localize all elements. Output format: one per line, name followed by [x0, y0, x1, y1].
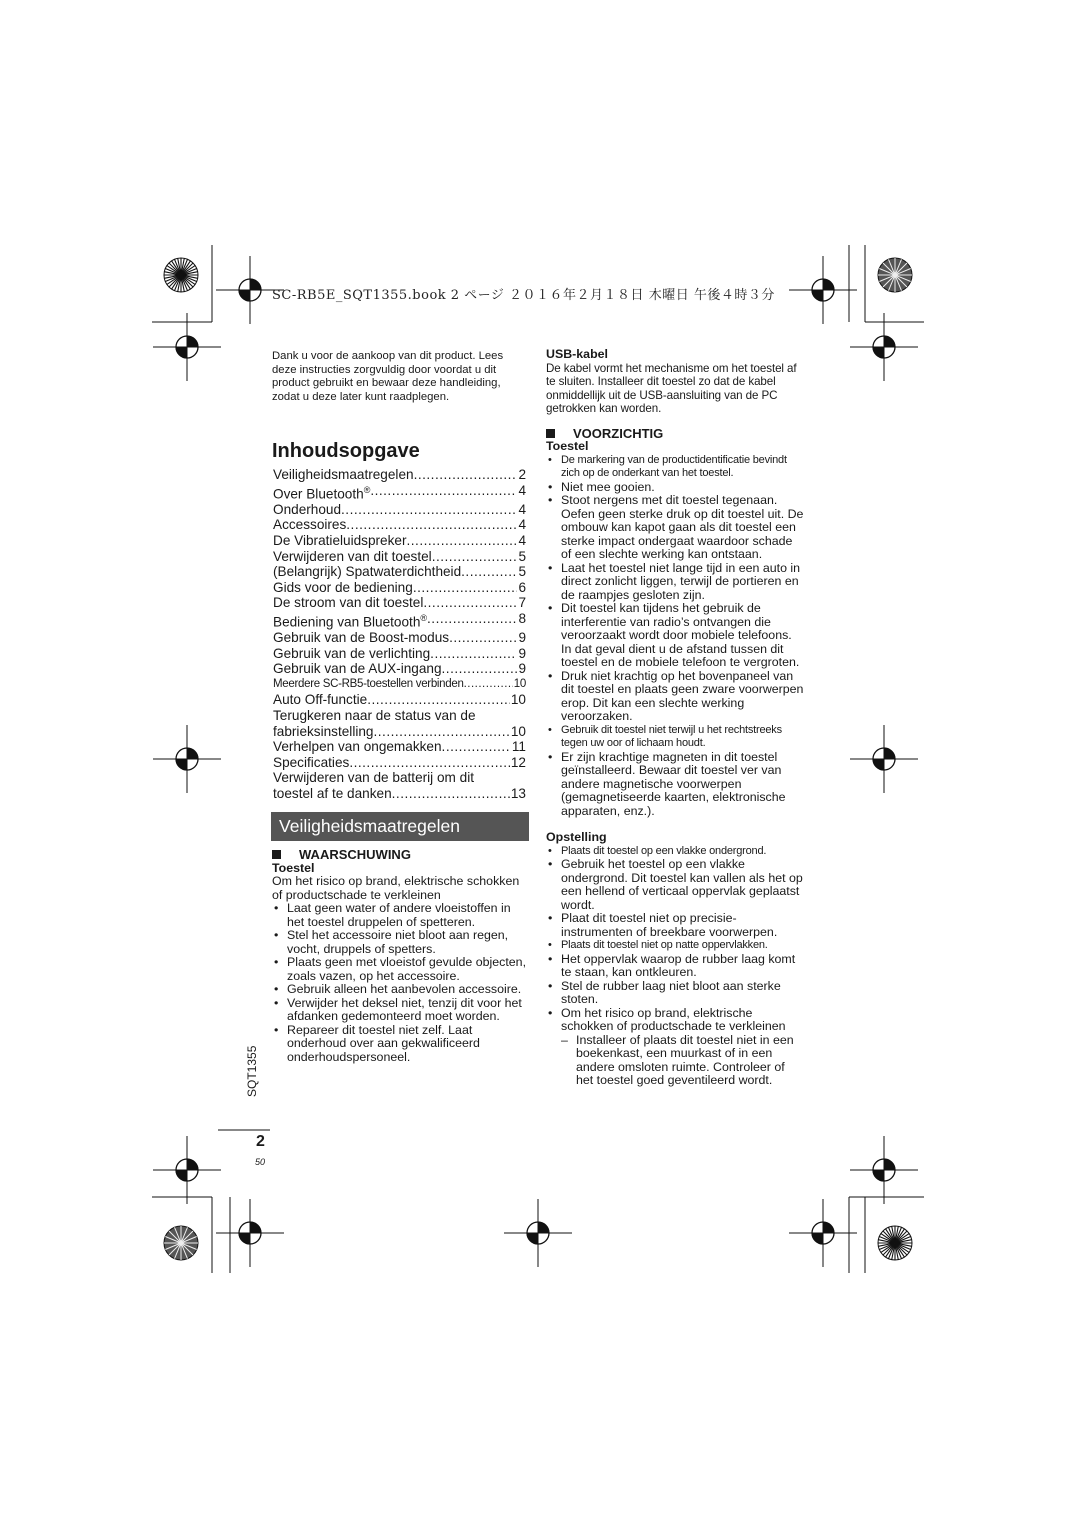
toc-entry[interactable]	[273, 517, 526, 533]
list-item: • Stel het accessoire niet bloot aan regen, vocht, druppels of spetters.	[272, 929, 528, 956]
toc-page-number: 4	[518, 517, 526, 533]
print-header: SC-RB5E_SQT1355.book 2 ページ ２０１６年２月１８日 木曜日 午後４時３分	[272, 288, 775, 303]
list-item: • De markering van de productidentificatie bevindt zich op de onderkant van het toestel.	[546, 454, 804, 481]
registration-mark-top-right	[789, 256, 857, 324]
registration-mark-bottom-right	[789, 1199, 857, 1267]
registration-mark-right-middle	[850, 725, 918, 793]
toc-entry-label: Gebruik van de AUX-ingang	[273, 661, 442, 677]
toc-entry-label: toestel af te danken	[273, 785, 392, 801]
toc-page-number: 10	[513, 677, 526, 690]
toc-page-number: 5	[518, 564, 526, 580]
toc-leader-dots	[432, 549, 518, 565]
toc-title: Inhoudsopgave	[272, 440, 420, 462]
toc-entry[interactable]	[273, 467, 526, 483]
list-item: • Laat het toestel niet lange tijd in een auto in direct zonlicht liggen, terwijl de portieren en de raampjes gesloten zijn.	[546, 562, 804, 603]
toc-entry[interactable]	[273, 549, 526, 565]
placement-heading: Opstelling	[546, 830, 607, 845]
toc-page-number: 6	[518, 579, 526, 595]
warning-list	[272, 902, 528, 1064]
right-column	[546, 348, 804, 1088]
document-code: SQT1355	[245, 1045, 259, 1097]
toc-leader-dots	[461, 564, 517, 580]
toc-entry[interactable]	[273, 580, 526, 596]
list-item: • Plaats dit toestel niet op natte oppervlakken.	[546, 939, 804, 953]
toc-leader-dots	[442, 739, 511, 755]
toc-entry-label: Verhelpen van ongemakken	[273, 739, 442, 755]
toc-page-number: 13	[510, 785, 526, 801]
color-target-bottom-right	[878, 1226, 912, 1260]
list-item: • Plaat dit toestel niet op precisie-instrumenten of breekbare voorwerpen.	[546, 912, 804, 939]
toc-leader-dots	[423, 595, 517, 611]
list-item: • Stoot nergens met dit toestel tegenaan. Oefen geen sterke druk op dit toestel uit. De ombouw kan kapot gaan als dit toestel een sterke impact ondergaat waardoor schade of een slechte werking kan ontstaan.	[546, 494, 804, 562]
toc-entry-label: Veiligheidsmaatregelen	[273, 467, 414, 482]
toc-entry-label: Meerdere SC-RB5-toestellen verbinden	[273, 677, 464, 690]
warning-block	[272, 846, 528, 1064]
toc-entry[interactable]	[273, 677, 526, 693]
toc-entry[interactable]	[273, 533, 526, 549]
toc-leader-dots	[430, 646, 517, 662]
toc-leader-dots	[427, 611, 517, 630]
toc-page-number: 12	[510, 754, 526, 770]
toc-entry-label: Bediening van Bluetooth®	[273, 612, 428, 630]
toc-entry[interactable]	[273, 739, 526, 755]
toc-entry-label: Auto Off-functie	[273, 692, 368, 708]
list-item: • Laat geen water of andere vloeistoffen in het toestel druppelen of spetteren.	[272, 902, 528, 929]
toc-entry[interactable]	[273, 646, 526, 662]
toc-entry[interactable]	[273, 502, 526, 518]
toc-entry-label: Specificaties	[273, 754, 350, 770]
list-item: • Om het risico op brand, elektrische schokken of productschade te verkleinen	[546, 1007, 804, 1034]
square-bullet-icon	[546, 429, 555, 438]
list-item: • Er zijn krachtige magneten in dit toestel geïnstalleerd. Bewaar dit toestel ver van andere magnetische voorwerpen (gemagnetiseerde kaarten, elektronische apparaten, enz.).	[546, 751, 804, 819]
intro-text: Dank u voor de aankoop van dit product. Lees deze instructies zorgvuldig door voordat u dit product gebruikt en bewaar deze handleiding, zodat u deze later kunt raadplegen.	[272, 350, 504, 403]
placement-sub-list	[546, 1034, 804, 1088]
list-item: • Het oppervlak waarop de rubber laag komt te staan, kan ontkleuren.	[546, 953, 804, 980]
toc-page-number: 11	[511, 739, 526, 755]
warning-intro: Om het risico op brand, elektrische schokken of productschade te verkleinen	[272, 874, 520, 902]
toc-page-number: 4	[518, 532, 526, 548]
toc-entry[interactable]	[273, 611, 526, 630]
list-item: • Gebruik dit toestel niet terwijl u het rechtstreeks tegen uw oor of lichaam houdt.	[546, 724, 804, 751]
color-target-bottom-left	[164, 1226, 198, 1260]
toc-entry-line: Terugkeren naar de status van de	[273, 707, 476, 723]
registration-mark-left-lower	[153, 1136, 221, 1204]
toc-page-number: 9	[518, 645, 526, 661]
section-title-bar: Veiligheidsmaatregelen	[271, 812, 529, 841]
toc-entry[interactable]	[273, 786, 526, 802]
list-item: • Gebruik alleen het aanbevolen accessoire.	[272, 983, 528, 997]
registered-mark: ®	[420, 612, 428, 623]
list-item: • Dit toestel kan tijdens het gebruik de interferentie van radio’s ontvangen die veroorzaakt wordt door mobiele telefoons. In dat geval dient u de afstand tussen dit toestel en de mobiele telefoon te vergroten.	[546, 602, 804, 670]
toc-leader-dots	[349, 755, 510, 771]
list-item: • Verwijder het deksel niet, tenzij dit voor het afdanken gedemonteerd moet worden.	[272, 997, 528, 1024]
registration-mark-left-upper	[153, 313, 221, 381]
caution-device-list	[546, 454, 804, 819]
color-target-top-left	[164, 258, 198, 292]
toc-leader-dots	[442, 661, 518, 677]
toc-leader-dots	[374, 724, 510, 740]
toc-page-number: 4	[518, 482, 526, 498]
toc-entry-label: Accessoires	[273, 517, 347, 533]
toc-entry-label: Verwijderen van dit toestel	[273, 548, 432, 564]
list-item: • Plaats dit toestel op een vlakke ondergrond.	[546, 845, 804, 859]
toc-leader-dots	[392, 786, 510, 802]
toc-entry-label: Gids voor de bediening	[273, 579, 413, 595]
toc-entry-label: Gebruik van de Boost-modus	[273, 630, 450, 645]
toc-page-number: 5	[518, 548, 526, 564]
toc-leader-dots	[413, 580, 518, 596]
toc-entry-label: Over Bluetooth®	[273, 484, 371, 502]
toc-leader-dots	[414, 467, 518, 483]
registration-mark-bottom-left	[216, 1199, 284, 1267]
toc-entry-label: fabrieksinstelling	[273, 723, 374, 739]
toc-entry[interactable]	[273, 595, 526, 611]
toc-page-number: 9	[518, 630, 526, 645]
list-item: • Plaats geen met vloeistof gevulde objecten, zoals vazen, op het accessoire.	[272, 956, 528, 983]
usb-text: De kabel vormt het mechanisme om het toestel af te sluiten. Installeer dit toestel zo dat de kabel onmiddellijk uit de USB-aansluiting van de PC getrokken kan worden.	[546, 361, 797, 416]
toc-entry[interactable]	[273, 630, 526, 646]
toc-page-number: 8	[518, 610, 526, 626]
list-item: • Niet mee gooien.	[546, 481, 804, 495]
toc-entry[interactable]	[273, 724, 526, 740]
list-item: • Druk niet krachtig op het bovenpaneel van dit toestel en plaats geen zware voorwerpen erop. Dit kan een slechte werking veroorzaken.	[546, 670, 804, 724]
toc-entry-label: Onderhoud	[273, 501, 342, 517]
toc-page-number: 7	[518, 595, 526, 611]
toc-entry-label: De Vibratieluidspreker	[273, 532, 407, 548]
registered-mark: ®	[363, 484, 371, 495]
toc-entry-label: De stroom van dit toestel	[273, 595, 424, 611]
list-item: – Installeer of plaats dit toestel niet in een boekenkast, een muurkast of in een andere omsloten ruimte. Controleer of het toestel goed geventileerd wordt.	[546, 1034, 804, 1088]
registration-mark-left-middle	[153, 725, 221, 793]
list-item: • Repareer dit toestel niet zelf. Laat onderhoud over aan gekwalificeerd onderhoudspersoneel.	[272, 1024, 528, 1065]
square-bullet-icon	[272, 850, 281, 859]
toc-leader-dots	[370, 483, 517, 502]
toc-entry-label: (Belangrijk) Spatwaterdichtheid	[273, 564, 462, 580]
toc-entry[interactable]	[273, 661, 526, 677]
placement-list	[546, 845, 804, 1034]
toc-page-number: 10	[510, 692, 526, 708]
toc-leader-dots	[449, 630, 517, 646]
toc-page-number: 2	[518, 467, 526, 482]
toc-page-number: 9	[518, 661, 526, 677]
registration-mark-right-lower	[850, 1136, 918, 1204]
table-of-contents	[273, 467, 526, 802]
toc-entry-line: Verwijderen van de batterij om dit	[273, 770, 474, 786]
list-item: • Gebruik het toestel op een vlakke ondergrond. Dit toestel kan vallen als het op een hellend of verticaal oppervlak geplaatst wordt.	[546, 858, 804, 912]
toc-page-number: 10	[510, 723, 526, 739]
toc-entry[interactable]	[273, 483, 526, 502]
toc-leader-dots	[407, 533, 518, 549]
toc-page-number: 4	[518, 501, 526, 517]
toc-leader-dots	[367, 692, 510, 708]
registration-mark-bottom-center	[504, 1199, 572, 1267]
warning-heading: WAARSCHUWING	[272, 848, 528, 862]
device-heading: Toestel	[546, 439, 589, 454]
usb-heading: USB-kabel	[546, 347, 608, 361]
page-number: 2	[256, 1133, 265, 1150]
list-item: • Stel de rubber laag niet bloot aan sterke stoten.	[546, 980, 804, 1007]
toc-entry-label: Gebruik van de verlichting	[273, 645, 431, 661]
toc-entry[interactable]	[273, 564, 526, 580]
toc-leader-dots	[464, 677, 513, 693]
toc-entry[interactable]	[273, 692, 526, 708]
page-sub-number: 50	[255, 1157, 266, 1167]
toc-leader-dots	[346, 517, 517, 533]
device-heading: Toestel	[272, 860, 315, 875]
toc-leader-dots	[341, 502, 517, 518]
color-target-top-right	[878, 258, 912, 292]
registration-mark-right-upper	[850, 313, 918, 381]
toc-entry[interactable]	[273, 755, 526, 771]
caution-heading: VOORZICHTIG	[546, 427, 804, 441]
